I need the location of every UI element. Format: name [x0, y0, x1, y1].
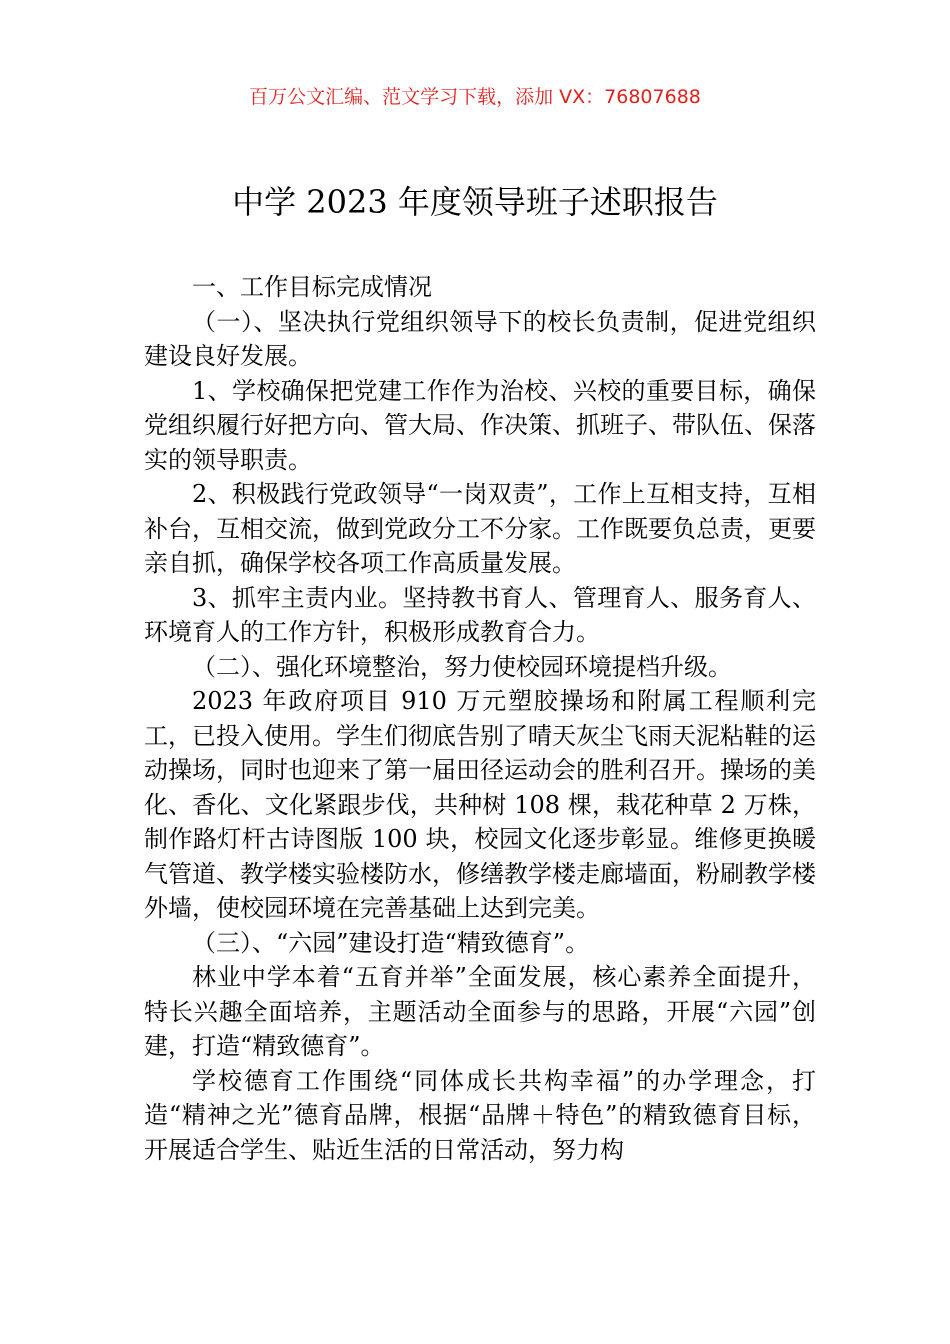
paragraph: 3、抓牢主责内业。坚持教书育人、管理育人、服务育人、环境育人的工作方针，积极形成教育合力。 — [144, 583, 816, 646]
document-body — [144, 270, 816, 1167]
paragraph: （一）、坚决执行党组织领导下的校长负责制，促进党组织建设良好发展。 — [144, 307, 816, 370]
header-watermark-note: 百万公文汇编、范文学习下载，添加 VX：76807688 — [249, 86, 701, 108]
paragraph: 1、学校确保把党建工作作为治校、兴校的重要目标，确保党组织履行好把方向、管大局、作决策、抓班子、带队伍、保落实的领导职责。 — [144, 376, 816, 474]
document-title: 中学 2023 年度领导班子述职报告 — [232, 183, 718, 221]
paragraph: 2、积极践行党政领导“一岗双责”，工作上互相支持，互相补台，互相交流，做到党政分工不分家。工作既要负总责，更要亲自抓，确保学校各项工作高质量发展。 — [144, 480, 816, 577]
paragraph: 学校德育工作围绕“同体成长共构幸福”的办学理念，打造“精神之光”德育品牌，根据“品牌＋特色”的精致德育目标，开展适合学生、贴近生活的日常活动，努力构 — [144, 1066, 816, 1164]
paragraph: 林业中学本着“五育并举”全面发展，核心素养全面提升，特长兴趣全面培养，主题活动全面参与的思路，开展“六园”创建，打造“精致德育”。 — [144, 963, 816, 1060]
paragraph: 一、工作目标完成情况 — [192, 273, 432, 301]
paragraph: 2023 年政府项目 910 万元塑胶操场和附属工程顺利完工，已投入使用。学生们彻底告别了晴天灰尘飞雨天泥粘鞋的运动操场，同时也迎来了第一届田径运动会的胜利召开。操场的美化、香化、文化紧跟步伐，共种树 108 棵，栽花种草 2 万株，制作路灯杆古诗图版 100 块，校园文化逐步彰显。维修更换暖气管道、教学楼实验楼防水，修缮教学楼走廊墙面，粉刷教学楼外墙，使校园环境在完善基础上达到完美。 — [144, 687, 816, 922]
paragraph: （二）、强化环境整治，努力使校园环境提档升级。 — [192, 652, 732, 681]
paragraph: （三）、“六园”建设打造“精致德育”。 — [192, 928, 590, 957]
